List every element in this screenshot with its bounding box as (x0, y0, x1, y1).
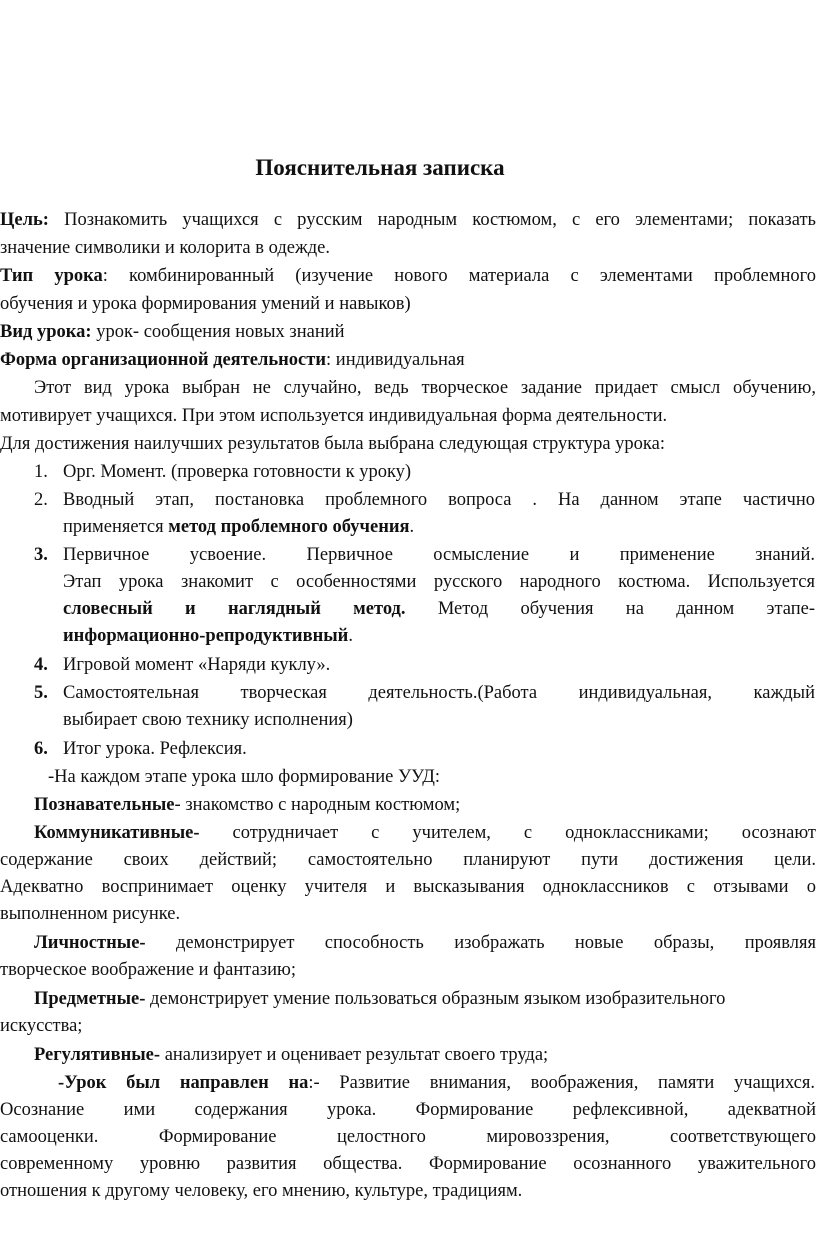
lesson-kind-label: Вид урока: (0, 322, 92, 342)
step-number: 2. (34, 490, 48, 510)
aim-text: :- Развитие внимания, воображения, памяти учащихся. (308, 1073, 816, 1093)
para1-line-1: Этот вид урока выбран не случайно, ведь творческое задание придает смысл обучению, (34, 378, 816, 398)
step-number: 4. (34, 655, 48, 675)
aim-line-3: самооценки. Формирование целостного мировоззрения, соответствующего (0, 1127, 816, 1147)
step-3-text: Метод обучения на данном этапе- (405, 599, 815, 619)
step-2-method: метод проблемного обучения (168, 517, 410, 537)
lesson-type-text: : комбинированный (изучение нового материала с элементами проблемного (102, 266, 816, 286)
subject-line-2: искусства; (0, 1016, 83, 1036)
para1-line-3: Для достижения наилучших результатов была выбрана следующая структура урока: (0, 434, 665, 454)
regulatory-line (34, 1042, 816, 1068)
aim-label: -Урок был направлен на (58, 1073, 309, 1093)
subject-text: демонстрирует умение пользоваться образным языком изобразительного (145, 989, 726, 1009)
cognitive-text: - знакомство с народным костюмом; (174, 795, 461, 815)
communicative-line-3: Адекватно воспринимает оценку учителя и высказывания одноклассников с отзывами о (0, 877, 816, 897)
lesson-kind-text: урок- сообщения новых знаний (91, 322, 345, 342)
step-number: 6. (34, 739, 48, 759)
uud-intro: -На каждом этапе урока шло формирование УУД: (48, 767, 441, 787)
goal-line-2: значение символики и колорита в одежде. (0, 238, 331, 258)
subject-line-1 (34, 986, 816, 1012)
cognitive-line (34, 792, 816, 818)
communicative-line-2: содержание своих действий; самостоятельно планируют пути достижения цели. (0, 850, 816, 870)
communicative-label: Коммуникативные- (34, 823, 200, 843)
step-2-text: применяется (63, 517, 169, 537)
step-number: 5. (34, 683, 48, 703)
aim-line-2: Осознание ими содержания урока. Формирование рефлексивной, адекватной (0, 1100, 816, 1120)
lesson-type-label: Тип урока (0, 266, 103, 286)
org-form-line (0, 347, 816, 373)
goal-label: Цель: (0, 210, 49, 230)
regulatory-text: анализирует и оценивает результат своего труда; (160, 1045, 549, 1065)
org-form-text: : индивидуальная (326, 350, 465, 370)
step-2-line-1: Вводный этап, постановка проблемного вопроса . На данном этапе частично (63, 490, 815, 510)
lesson-type-line-2: обучения и урока формирования умений и навыков) (0, 294, 411, 314)
step-1-text: Орг. Момент. (проверка готовности к уроку) (63, 462, 412, 482)
org-form-label: Форма организационной деятельности (0, 350, 327, 370)
step-3-period: . (348, 626, 353, 646)
step-2-line-2 (63, 514, 815, 540)
personal-line-1 (34, 930, 816, 956)
step-3-line-4 (63, 623, 815, 649)
step-3-line-1: Первичное усвоение. Первичное осмысление и применение знаний. (63, 545, 815, 565)
step-5-line-2: выбирает свою технику исполнения) (63, 710, 353, 730)
aim-line-5: отношения к другому человеку, его мнению, культуре, традициям. (0, 1181, 523, 1201)
goal-line-1 (0, 207, 816, 233)
step-6-text: Итог урока. Рефлексия. (63, 739, 247, 759)
aim-line-1 (58, 1070, 815, 1096)
step-2-period: . (409, 517, 415, 537)
step-number: 1. (34, 462, 48, 482)
para1-line-2: мотивирует учащихся. При этом используется индивидуальная форма деятельности. (0, 406, 668, 426)
personal-label: Личностные- (34, 933, 146, 953)
lesson-type-line-1 (0, 263, 816, 289)
personal-line-2: творческое воображение и фантазию; (0, 960, 296, 980)
step-5-line-1: Самостоятельная творческая деятельность.(Работа индивидуальная, каждый (63, 683, 815, 703)
subject-label: Предметные- (34, 989, 146, 1009)
regulatory-label: Регулятивные- (34, 1045, 161, 1065)
communicative-line-4: выполненном рисунке. (0, 904, 181, 924)
step-number: 3. (34, 545, 48, 565)
lesson-kind-line (0, 319, 816, 345)
step-3-method-type: информационно-репродуктивный (63, 626, 349, 646)
step-3-line-2: Этап урока знакомит с особенностями русского народного костюма. Используется (63, 572, 815, 592)
step-3-line-3 (63, 596, 815, 622)
communicative-text: сотрудничает с учителем, с одноклассниками; осознают (199, 823, 816, 843)
goal-text: Познакомить учащихся с русским народным костюмом, с его элементами; показать (48, 210, 816, 230)
personal-text: демонстрирует способность изображать новые образы, проявляя (145, 933, 816, 953)
communicative-line-1 (34, 820, 816, 846)
step-3-method: словесный и наглядный метод. (63, 599, 406, 619)
step-4-text: Игровой момент «Наряди куклу». (63, 655, 331, 675)
aim-line-4: современному уровню развития общества. Формирование осознанного уважительного (0, 1154, 816, 1174)
cognitive-label: Познавательные (34, 795, 175, 815)
page-title: Пояснительная записка (255, 155, 505, 180)
